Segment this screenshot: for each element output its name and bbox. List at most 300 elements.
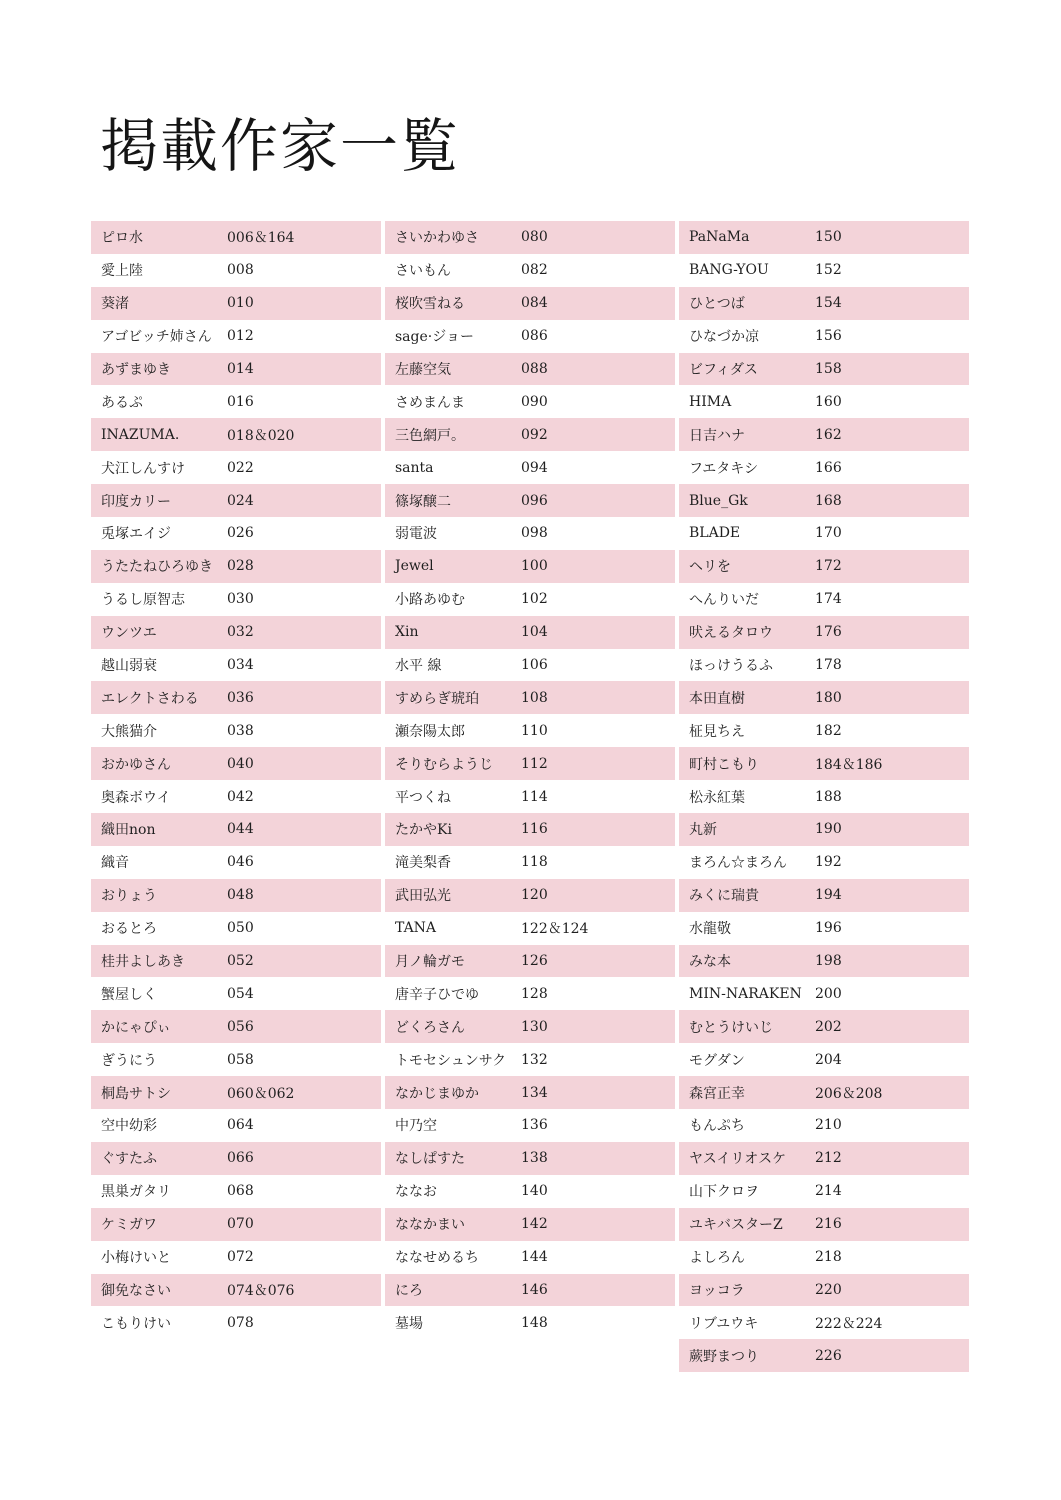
artist-name: そりむらようじ xyxy=(395,756,493,773)
artist-name: 松永紅葉 xyxy=(689,789,745,806)
artist-name: 柾見ちえ xyxy=(689,723,745,740)
artist-name: santa xyxy=(395,459,434,476)
artist-name: 桂井よしあき xyxy=(101,954,185,971)
artist-name: MIN-NARAKEN xyxy=(689,985,802,1002)
artist-row xyxy=(679,1043,969,1076)
page-number: 212 xyxy=(815,1150,842,1167)
artist-name: 武田弘光 xyxy=(395,888,451,905)
artist-name: 滝美梨香 xyxy=(395,855,451,872)
artist-name: 葵渚 xyxy=(101,296,129,313)
artist-name: PaNaMa xyxy=(689,229,750,246)
artist-row xyxy=(91,517,381,550)
artist-name: BLADE xyxy=(689,525,741,542)
artist-row xyxy=(385,977,675,1010)
artist-name: ケミガワ xyxy=(101,1217,157,1234)
artist-name: すめらぎ琥珀 xyxy=(395,690,479,707)
artist-name: ほっけうるふ xyxy=(689,658,773,675)
page-number: 060＆062 xyxy=(227,1085,295,1102)
artist-row xyxy=(385,451,675,484)
artist-row xyxy=(385,418,675,451)
artist-row xyxy=(91,813,381,846)
artist-name: 本田直樹 xyxy=(689,690,745,707)
artist-name: ななかまい xyxy=(395,1217,465,1234)
artist-row xyxy=(679,353,969,386)
artist-name: さめまんま xyxy=(395,394,465,411)
artist-row xyxy=(679,1339,969,1372)
artist-row xyxy=(385,1010,675,1043)
page-number: 148 xyxy=(521,1314,548,1331)
page-number: 196 xyxy=(815,920,842,937)
artist-row xyxy=(385,254,675,287)
artist-name: トモセシュンサク xyxy=(395,1052,507,1069)
artist-name: INAZUMA. xyxy=(101,426,180,443)
artist-row xyxy=(679,1142,969,1175)
artist-row xyxy=(385,583,675,616)
artist-row xyxy=(679,681,969,714)
page-number: 154 xyxy=(815,295,842,312)
artist-name: にろ xyxy=(395,1282,423,1299)
artist-name: Jewel xyxy=(395,558,434,575)
page-number: 050 xyxy=(227,920,254,937)
artist-row xyxy=(385,780,675,813)
page-number: 024 xyxy=(227,492,254,509)
artist-row xyxy=(91,583,381,616)
artist-row xyxy=(91,550,381,583)
artist-name: ピロ水 xyxy=(101,230,143,247)
artist-row xyxy=(679,879,969,912)
artist-name: 左藤空気 xyxy=(395,362,451,378)
page-number: 054 xyxy=(227,985,254,1002)
artist-name: フエタキシ xyxy=(689,460,759,477)
artist-row xyxy=(679,714,969,747)
artist-row xyxy=(679,320,969,353)
artist-row xyxy=(91,649,381,682)
artist-row xyxy=(91,1241,381,1274)
page-number: 216 xyxy=(815,1216,842,1233)
artist-row xyxy=(385,320,675,353)
page-number: 018＆020 xyxy=(227,427,295,444)
page-number: 176 xyxy=(815,624,842,641)
page-number: 194 xyxy=(815,887,842,904)
artist-row xyxy=(679,418,969,451)
artist-row xyxy=(91,1043,381,1076)
artist-row xyxy=(91,879,381,912)
page-number: 134 xyxy=(521,1084,548,1101)
page-number: 056 xyxy=(227,1018,254,1035)
page-number: 030 xyxy=(227,591,254,608)
artist-name: 月ノ輪ガモ xyxy=(395,954,465,971)
page-number: 028 xyxy=(227,558,254,575)
page-number: 200 xyxy=(815,985,842,1002)
page-number: 088 xyxy=(521,361,548,377)
artist-column-3 xyxy=(679,221,969,1372)
artist-name: 空中幼彩 xyxy=(101,1118,157,1135)
artist-name: ななお xyxy=(395,1184,437,1201)
artist-name: 三色網戸。 xyxy=(395,427,465,444)
artist-name: なしぱすた xyxy=(395,1151,465,1168)
page-number: 206＆208 xyxy=(815,1085,883,1102)
artist-name: 兎塚エイジ xyxy=(101,526,171,543)
page-number: 112 xyxy=(521,755,548,772)
page-number: 068 xyxy=(227,1183,254,1200)
artist-name: ひなづか凉 xyxy=(689,329,759,346)
page-number: 168 xyxy=(815,492,842,509)
artist-row xyxy=(91,1142,381,1175)
page-number: 184＆186 xyxy=(815,756,883,773)
page-number: 166 xyxy=(815,459,842,476)
page-number: 006＆164 xyxy=(227,230,295,247)
page-number: 108 xyxy=(521,689,548,706)
artist-row xyxy=(385,517,675,550)
artist-name: ビフィダス xyxy=(689,362,758,378)
artist-row xyxy=(679,221,969,254)
artist-row xyxy=(91,1175,381,1208)
page-number: 094 xyxy=(521,459,548,476)
page-number: 016 xyxy=(227,393,254,410)
artist-row xyxy=(385,616,675,649)
page-number: 114 xyxy=(521,788,548,805)
artist-row xyxy=(385,1076,675,1109)
artist-row xyxy=(679,385,969,418)
artist-row xyxy=(679,1010,969,1043)
artist-name: みくに瑞貴 xyxy=(689,888,759,905)
page-number: 058 xyxy=(227,1051,254,1068)
artist-name: 水平 線 xyxy=(395,658,442,675)
artist-name: みな本 xyxy=(689,954,731,971)
artist-row xyxy=(91,385,381,418)
artist-row xyxy=(91,912,381,945)
page-number: 026 xyxy=(227,525,254,542)
page-number: 126 xyxy=(521,953,548,970)
page-number: 102 xyxy=(521,591,548,608)
artist-column-2 xyxy=(385,221,675,1339)
artist-name: 印度カリー xyxy=(101,493,171,510)
artist-name: へんりいだ xyxy=(689,592,759,609)
artist-row xyxy=(679,484,969,517)
page-number: 188 xyxy=(815,788,842,805)
artist-row xyxy=(385,353,675,386)
artist-row xyxy=(385,1142,675,1175)
artist-row xyxy=(91,977,381,1010)
artist-row xyxy=(385,221,675,254)
page-number: 104 xyxy=(521,624,548,641)
artist-name: 篠塚醸二 xyxy=(395,493,451,510)
artist-name: 桜吹雪ねる xyxy=(395,296,465,313)
artist-row xyxy=(91,747,381,780)
page-number: 008 xyxy=(227,262,254,279)
artist-row xyxy=(679,1208,969,1241)
page-number: 120 xyxy=(521,887,548,904)
page-number: 042 xyxy=(227,788,254,805)
artist-row xyxy=(679,451,969,484)
artist-name: ぐすたふ xyxy=(101,1151,157,1168)
artist-row xyxy=(385,681,675,714)
artist-row xyxy=(679,254,969,287)
page-number: 036 xyxy=(227,689,254,706)
page-number: 198 xyxy=(815,953,842,970)
artist-name: うたたねひろゆき xyxy=(101,559,213,576)
page-number: 044 xyxy=(227,821,254,838)
artist-name: 犬江しんすけ xyxy=(101,460,185,477)
page-number: 032 xyxy=(227,624,254,641)
page-number: 204 xyxy=(815,1051,842,1068)
artist-row xyxy=(385,385,675,418)
artist-name: 黒巣ガタリ xyxy=(101,1184,171,1201)
artist-row xyxy=(679,945,969,978)
artist-row xyxy=(91,320,381,353)
page-number: 110 xyxy=(521,722,548,739)
artist-row xyxy=(91,221,381,254)
page-title: 掲載作家一覧 xyxy=(100,112,461,180)
page-number: 170 xyxy=(815,525,842,542)
artist-row xyxy=(679,583,969,616)
artist-name: 町村こもり xyxy=(689,756,759,773)
artist-row xyxy=(679,780,969,813)
page-number: 090 xyxy=(521,393,548,410)
artist-row xyxy=(91,1208,381,1241)
artist-name: Blue_Gk xyxy=(689,492,748,509)
page-number: 142 xyxy=(521,1216,548,1233)
artist-row xyxy=(385,747,675,780)
artist-row xyxy=(679,846,969,879)
page-number: 078 xyxy=(227,1314,254,1331)
artist-name: 弱電波 xyxy=(395,526,437,543)
artist-name: ひとつば xyxy=(689,296,745,313)
artist-row xyxy=(679,912,969,945)
page-number: 152 xyxy=(815,262,842,279)
page-number: 144 xyxy=(521,1249,548,1266)
artist-row xyxy=(385,1274,675,1307)
artist-row xyxy=(91,616,381,649)
page-number: 116 xyxy=(521,821,548,838)
artist-row xyxy=(385,550,675,583)
artist-name: あずまゆき xyxy=(101,362,171,378)
artist-name: かにゃぴぃ xyxy=(101,1019,171,1036)
artist-row xyxy=(385,945,675,978)
page-number: 140 xyxy=(521,1183,548,1200)
artist-row xyxy=(385,287,675,320)
artist-row xyxy=(385,846,675,879)
page-number: 070 xyxy=(227,1216,254,1233)
artist-name: リブユウキ xyxy=(689,1315,759,1332)
page-number: 122＆124 xyxy=(521,921,589,938)
artist-name: Xin xyxy=(395,624,419,641)
artist-name: 小路あゆむ xyxy=(395,592,465,609)
artist-name: ヘリを xyxy=(689,559,731,576)
page-number: 082 xyxy=(521,262,548,279)
page-number: 022 xyxy=(227,459,254,476)
artist-row xyxy=(91,418,381,451)
artist-row xyxy=(91,1306,381,1339)
artist-name: TANA xyxy=(395,920,437,937)
artist-row xyxy=(91,451,381,484)
artist-name: 中乃空 xyxy=(395,1118,437,1135)
page-number: 218 xyxy=(815,1249,842,1266)
page-number: 150 xyxy=(815,229,842,246)
artist-row xyxy=(91,484,381,517)
page-number: 158 xyxy=(815,361,842,377)
artist-row xyxy=(679,550,969,583)
artist-row xyxy=(91,1109,381,1142)
artist-name: エレクトさわる xyxy=(101,690,199,707)
artist-name: たかやKi xyxy=(395,822,452,839)
page-number: 214 xyxy=(815,1183,842,1200)
artist-row xyxy=(385,813,675,846)
artist-row xyxy=(91,945,381,978)
artist-name: モグダン xyxy=(689,1052,745,1069)
page-number: 222＆224 xyxy=(815,1315,883,1332)
page-number: 162 xyxy=(815,426,842,443)
page-number: 034 xyxy=(227,657,254,674)
page-number: 040 xyxy=(227,755,254,772)
artist-row xyxy=(679,813,969,846)
page-number: 100 xyxy=(521,558,548,575)
artist-row xyxy=(385,1043,675,1076)
artist-name: 山下クロヲ xyxy=(689,1184,759,1201)
page-number: 146 xyxy=(521,1281,548,1298)
artist-name: 小梅けいと xyxy=(101,1250,171,1267)
artist-row xyxy=(679,1175,969,1208)
artist-row xyxy=(385,1306,675,1339)
artist-name: おるとろ xyxy=(101,921,157,938)
artist-row xyxy=(385,649,675,682)
page-number: 084 xyxy=(521,295,548,312)
page-number: 014 xyxy=(227,361,254,377)
artist-name: ななせめるち xyxy=(395,1250,479,1267)
artist-name: 織田non xyxy=(101,822,156,839)
artist-name: どくろさん xyxy=(395,1019,465,1036)
artist-name: 愛上陸 xyxy=(101,263,143,280)
artist-row xyxy=(679,1241,969,1274)
artist-row xyxy=(679,747,969,780)
artist-row xyxy=(91,846,381,879)
artist-name: おかゆさん xyxy=(101,756,171,773)
page-number: 074＆076 xyxy=(227,1282,295,1299)
artist-name: 森宮正幸 xyxy=(689,1085,745,1102)
page-number: 066 xyxy=(227,1150,254,1167)
artist-name: おりょう xyxy=(101,888,157,905)
artist-row xyxy=(385,1241,675,1274)
artist-name: あるぷ xyxy=(101,394,143,411)
artist-name: さいもん xyxy=(395,263,451,280)
artist-name: 蕨野まつり xyxy=(689,1348,759,1365)
artist-name: 平つくね xyxy=(395,789,451,806)
artist-name: 奥森ボウイ xyxy=(101,789,171,806)
page-number: 156 xyxy=(815,328,842,345)
artist-name: 織音 xyxy=(101,855,129,872)
artist-column-1 xyxy=(91,221,381,1339)
artist-name: 大熊猫介 xyxy=(101,723,157,740)
page-number: 138 xyxy=(521,1150,548,1167)
artist-row xyxy=(679,287,969,320)
page-number: 132 xyxy=(521,1051,548,1068)
page-number: 106 xyxy=(521,657,548,674)
artist-name: ぎうにう xyxy=(101,1052,157,1069)
artist-name: ヤスイリオスケ xyxy=(689,1151,787,1168)
artist-row xyxy=(679,649,969,682)
page-number: 128 xyxy=(521,985,548,1002)
page-number: 174 xyxy=(815,591,842,608)
artist-row xyxy=(91,254,381,287)
page-number: 046 xyxy=(227,854,254,871)
artist-name: 墓場 xyxy=(395,1315,423,1332)
artist-row xyxy=(679,1274,969,1307)
page-number: 096 xyxy=(521,492,548,509)
artist-name: 吠えるタロウ xyxy=(689,625,773,642)
page-number: 178 xyxy=(815,657,842,674)
page-number: 092 xyxy=(521,426,548,443)
page-number: 210 xyxy=(815,1117,842,1134)
page-number: 190 xyxy=(815,821,842,838)
page-number: 012 xyxy=(227,328,254,345)
artist-name: こもりけい xyxy=(101,1315,171,1332)
artist-row xyxy=(91,1010,381,1043)
artist-row xyxy=(91,1076,381,1109)
artist-name: 蟹屋しく xyxy=(101,986,157,1003)
page-number: 220 xyxy=(815,1281,842,1298)
artist-name: むとうけいじ xyxy=(689,1019,773,1036)
page-number: 072 xyxy=(227,1249,254,1266)
page-number: 080 xyxy=(521,229,548,246)
artist-row xyxy=(385,1208,675,1241)
page-number: 136 xyxy=(521,1117,548,1134)
artist-row xyxy=(679,1076,969,1109)
page-number: 226 xyxy=(815,1347,842,1364)
artist-name: sage·ジョー xyxy=(395,329,474,346)
artist-row xyxy=(385,1175,675,1208)
artist-row xyxy=(385,714,675,747)
page-number: 202 xyxy=(815,1018,842,1035)
page-number: 064 xyxy=(227,1117,254,1134)
artist-name: 丸新 xyxy=(689,822,717,839)
page-number: 180 xyxy=(815,689,842,706)
artist-name: よしろん xyxy=(689,1250,745,1267)
page-number: 052 xyxy=(227,953,254,970)
artist-name: さいかわゆさ xyxy=(395,230,479,247)
artist-name: ウンツエ xyxy=(101,625,157,642)
artist-name: 日吉ハナ xyxy=(689,427,745,444)
page-number: 038 xyxy=(227,722,254,739)
artist-name: まろん☆まろん xyxy=(689,855,787,872)
artist-row xyxy=(91,287,381,320)
artist-row xyxy=(385,484,675,517)
artist-row xyxy=(385,879,675,912)
artist-name: BANG-YOU xyxy=(689,262,769,279)
artist-name: 御免なさい xyxy=(101,1282,171,1299)
page-number: 172 xyxy=(815,558,842,575)
artist-name: HIMA xyxy=(689,393,732,410)
page-number: 048 xyxy=(227,887,254,904)
artist-row xyxy=(385,1109,675,1142)
page-number: 130 xyxy=(521,1018,548,1035)
artist-row xyxy=(91,1274,381,1307)
artist-row xyxy=(679,1109,969,1142)
artist-name: 桐島サトシ xyxy=(101,1085,171,1102)
artist-name: 越山弱衰 xyxy=(101,658,157,675)
artist-name: うるし原智志 xyxy=(101,592,185,609)
artist-name: 瀬奈陽太郎 xyxy=(395,723,465,740)
artist-name: 水龍敬 xyxy=(689,921,731,938)
artist-name: 唐辛子ひでゆ xyxy=(395,986,479,1003)
artist-row xyxy=(679,1306,969,1339)
artist-name: アゴビッチ姉さん xyxy=(101,329,212,346)
artist-row xyxy=(679,977,969,1010)
artist-name: なかじまゆか xyxy=(395,1085,479,1102)
page-number: 010 xyxy=(227,295,254,312)
artist-row xyxy=(91,681,381,714)
artist-row xyxy=(679,517,969,550)
page-number: 098 xyxy=(521,525,548,542)
